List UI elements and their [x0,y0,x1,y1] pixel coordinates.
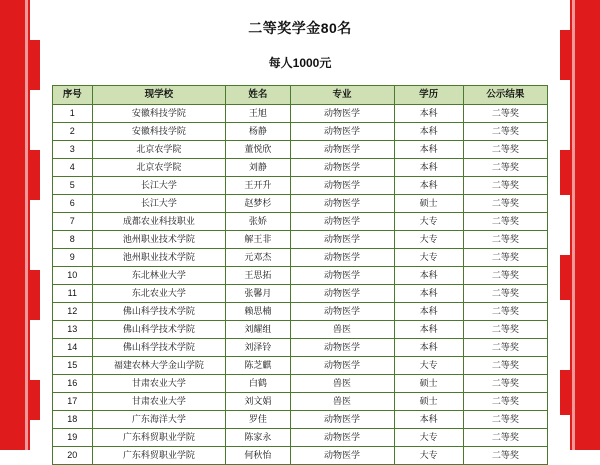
cell-major: 动物医学 [290,447,394,465]
cell-major: 动物医学 [290,285,394,303]
cell-index: 17 [53,393,93,411]
cell-index: 12 [53,303,93,321]
cell-school: 北京农学院 [92,141,226,159]
cell-result: 二等奖 [463,357,547,375]
cell-school: 安徽科技学院 [92,123,226,141]
cell-degree: 大专 [394,231,463,249]
cell-school: 池州职业技术学院 [92,231,226,249]
cell-name: 杨静 [226,123,290,141]
cell-result: 二等奖 [463,339,547,357]
cell-result: 二等奖 [463,447,547,465]
award-table-wrapper [46,85,554,465]
cell-index: 3 [53,141,93,159]
cell-result: 二等奖 [463,285,547,303]
cell-degree: 本科 [394,105,463,123]
cell-major: 动物医学 [290,141,394,159]
cell-name: 刘耀组 [226,321,290,339]
cell-major: 兽医 [290,321,394,339]
cell-name: 赖思楠 [226,303,290,321]
cell-major: 动物医学 [290,357,394,375]
right-band-line [572,0,575,450]
cell-name: 王旭 [226,105,290,123]
table-row [53,249,548,267]
table-row [53,213,548,231]
cell-index: 18 [53,411,93,429]
cell-result: 二等奖 [463,105,547,123]
cell-result: 二等奖 [463,267,547,285]
cell-degree: 本科 [394,285,463,303]
cell-name: 赵梦杉 [226,195,290,213]
table-row [53,321,548,339]
right-band-notch [560,195,570,255]
cell-school: 长江大学 [92,177,226,195]
table-row [53,231,548,249]
cell-result: 二等奖 [463,159,547,177]
cell-degree: 大专 [394,213,463,231]
table-row [53,159,548,177]
table-header-row [53,86,548,105]
right-decorative-band [560,0,600,450]
table-row [53,393,548,411]
cell-school: 北京农学院 [92,159,226,177]
left-band-notch [30,200,40,270]
cell-school: 广东科贸职业学院 [92,447,226,465]
cell-result: 二等奖 [463,321,547,339]
column-header-school: 现学校 [92,86,226,105]
cell-degree: 硕士 [394,393,463,411]
cell-result: 二等奖 [463,375,547,393]
cell-name: 元邓杰 [226,249,290,267]
cell-major: 动物医学 [290,303,394,321]
cell-major: 动物医学 [290,177,394,195]
cell-school: 佛山科学技术学院 [92,303,226,321]
left-decorative-band [0,0,40,450]
table-row [53,195,548,213]
cell-major: 兽医 [290,375,394,393]
cell-major: 动物医学 [290,105,394,123]
cell-major: 动物医学 [290,411,394,429]
cell-degree: 大专 [394,429,463,447]
table-row [53,411,548,429]
left-band-line [25,0,28,450]
table-row [53,141,548,159]
cell-result: 二等奖 [463,411,547,429]
cell-name: 解王非 [226,231,290,249]
cell-result: 二等奖 [463,429,547,447]
column-header-degree: 学历 [394,86,463,105]
cell-name: 刘静 [226,159,290,177]
cell-degree: 硕士 [394,195,463,213]
cell-degree: 本科 [394,321,463,339]
cell-name: 何秋怡 [226,447,290,465]
cell-result: 二等奖 [463,231,547,249]
cell-name: 白鹤 [226,375,290,393]
cell-degree: 大专 [394,357,463,375]
cell-name: 王开升 [226,177,290,195]
cell-major: 动物医学 [290,213,394,231]
cell-result: 二等奖 [463,177,547,195]
cell-major: 兽医 [290,393,394,411]
cell-name: 刘泽铃 [226,339,290,357]
cell-name: 罗佳 [226,411,290,429]
left-band-notch [30,320,40,380]
cell-school: 佛山科学技术学院 [92,321,226,339]
cell-degree: 大专 [394,249,463,267]
cell-degree: 本科 [394,303,463,321]
left-band-notch [30,0,40,40]
cell-index: 7 [53,213,93,231]
cell-school: 长江大学 [92,195,226,213]
award-table [52,85,548,465]
cell-major: 动物医学 [290,231,394,249]
table-row [53,267,548,285]
cell-school: 成都农业科技职业 [92,213,226,231]
cell-name: 董悦欣 [226,141,290,159]
cell-name: 刘文娟 [226,393,290,411]
cell-index: 16 [53,375,93,393]
cell-name: 张娇 [226,213,290,231]
cell-school: 东北林业大学 [92,267,226,285]
page-subtitle: 每人1000元 [268,56,332,70]
left-band-notch [30,90,40,150]
cell-degree: 硕士 [394,375,463,393]
cell-degree: 大专 [394,447,463,465]
cell-name: 陈家永 [226,429,290,447]
column-header-name: 姓名 [226,86,290,105]
page-title: 二等奖学金80名 [248,20,352,36]
column-header-major: 专业 [290,86,394,105]
cell-result: 二等奖 [463,249,547,267]
cell-index: 13 [53,321,93,339]
cell-school: 福建农林大学金山学院 [92,357,226,375]
cell-index: 6 [53,195,93,213]
cell-result: 二等奖 [463,141,547,159]
cell-degree: 本科 [394,159,463,177]
cell-major: 动物医学 [290,159,394,177]
cell-name: 陈芝麒 [226,357,290,375]
cell-result: 二等奖 [463,123,547,141]
table-row [53,375,548,393]
cell-major: 动物医学 [290,123,394,141]
right-band-notch [560,0,570,30]
cell-result: 二等奖 [463,213,547,231]
cell-index: 14 [53,339,93,357]
table-row [53,303,548,321]
cell-name: 张馨月 [226,285,290,303]
cell-school: 甘肃农业大学 [92,375,226,393]
cell-school: 安徽科技学院 [92,105,226,123]
cell-major: 动物医学 [290,339,394,357]
table-row [53,339,548,357]
cell-degree: 本科 [394,141,463,159]
cell-index: 20 [53,447,93,465]
cell-major: 动物医学 [290,267,394,285]
document-content [46,0,554,460]
left-band-notch [30,420,40,450]
table-row [53,105,548,123]
cell-index: 15 [53,357,93,375]
table-row [53,285,548,303]
cell-degree: 本科 [394,411,463,429]
table-row [53,447,548,465]
cell-result: 二等奖 [463,303,547,321]
table-row [53,429,548,447]
cell-index: 10 [53,267,93,285]
table-row [53,123,548,141]
cell-major: 动物医学 [290,429,394,447]
cell-degree: 本科 [394,267,463,285]
cell-index: 4 [53,159,93,177]
cell-school: 广东海洋大学 [92,411,226,429]
column-header-index: 序号 [53,86,93,105]
cell-school: 甘肃农业大学 [92,393,226,411]
cell-degree: 本科 [394,339,463,357]
cell-degree: 本科 [394,123,463,141]
cell-school: 佛山科学技术学院 [92,339,226,357]
cell-major: 动物医学 [290,195,394,213]
cell-school: 广东科贸职业学院 [92,429,226,447]
column-header-result: 公示结果 [463,86,547,105]
cell-index: 19 [53,429,93,447]
right-band-notch [560,80,570,150]
cell-school: 东北农业大学 [92,285,226,303]
cell-index: 11 [53,285,93,303]
cell-school: 池州职业技术学院 [92,249,226,267]
cell-index: 1 [53,105,93,123]
table-row [53,177,548,195]
cell-index: 2 [53,123,93,141]
cell-degree: 本科 [394,177,463,195]
cell-index: 5 [53,177,93,195]
right-band-notch [560,300,570,370]
cell-result: 二等奖 [463,195,547,213]
cell-index: 8 [53,231,93,249]
right-band-notch [560,415,570,450]
cell-result: 二等奖 [463,393,547,411]
cell-name: 王思拓 [226,267,290,285]
cell-major: 动物医学 [290,249,394,267]
cell-index: 9 [53,249,93,267]
table-row [53,357,548,375]
